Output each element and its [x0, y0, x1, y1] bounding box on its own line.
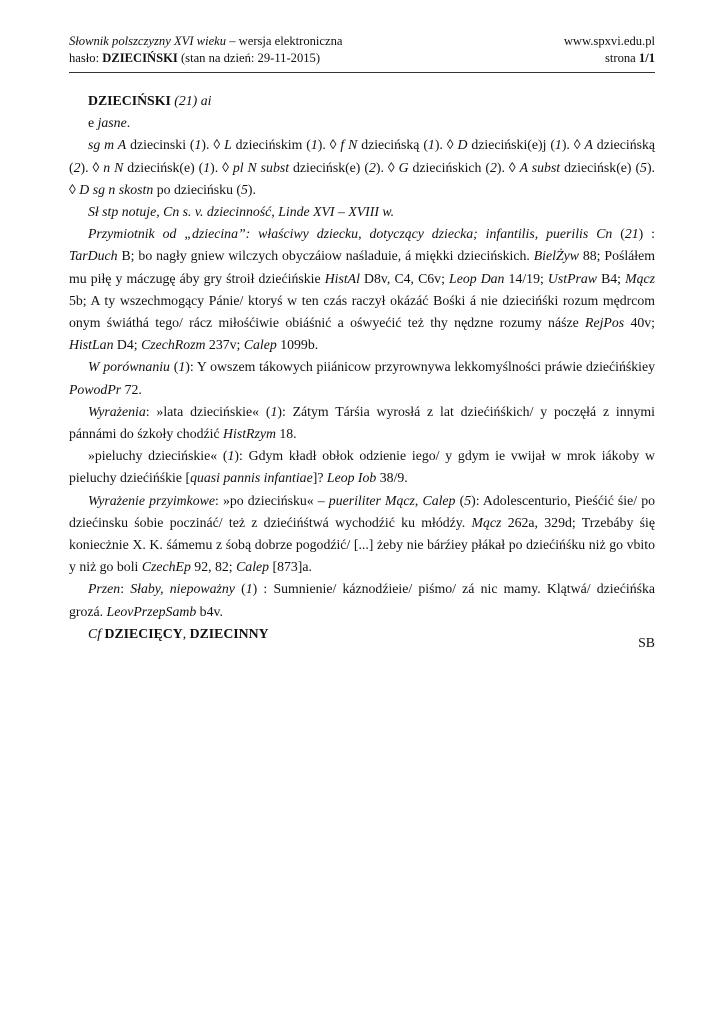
entry-comparison: W porównaniu (1): Y owszem tákowych piiánicow przyrownywa lekkomyślności práwie dziećińśkiey PowodPr 72.: [69, 359, 655, 397]
entry-prepositional-phrase: Wyrażenie przyimkowe: »po dziecińsku« – pueriliter Mącz, Calep (5): Adolescenturio, Pieśćić śie/ po dziećinsku śobie poczináć/ też z dziećińśtwá wychodźić ku młódźy. Mącz 262a, 329d; Trzebáby śię koniecżnie X. K. śámemu z śobą dobrze pogodźić/ [...] żeby nie bárźiey płákał po dziećińśku niż go vbito y niż go boli CzechEp 92, 82; Calep [873]a.: [69, 492, 656, 575]
entry-expressions: Wyrażenia: »lata dziecińskie« (1): Zátym Tárśia wyrosłá z lat dziećińśkich/ y poczęłá z innymi pánnámi do śzkoły chodźić HistRzym 18.: [69, 403, 655, 442]
entry-forms: sg m A dziecinski (1). ◊ L dziecińskim (1). ◊ f N dziecińską (1). ◊ D dzieciński(e)j (1). ◊ A dziecińską (2). ◊ n N dziecińsk(e) (1). ◊ pl N subst dziecińsk(e) (2). ◊ G dziecińskich (2). ◊ A subst dziecińsk(e) (5). ◊ D sg n skostn po dziecińsku (5).: [69, 137, 656, 197]
entry-header: hasło: DZIECIŃSKI (stan na dzień: 29-11-2015): [69, 51, 321, 65]
author-signature: SB: [638, 635, 655, 650]
entry-sources-note: Sł stp notuje, Cn s. v. dziecinność, Linde XVI – XVIII w.: [88, 204, 395, 220]
entry-cross-reference: Cf DZIECIĘCY, DZIECINNY: [88, 625, 269, 641]
site-url[interactable]: www.spxvi.edu.pl: [563, 34, 655, 48]
entry-expression-pieluchy: »pieluchy dziecińskie« (1): Gdym kładł obłok odzienie iego/ y gdym ie vwijał w mrok iákoby w pieluchy dziećińśkie [quasi pannis infantiae]? Leop Iob 38/9.: [69, 448, 655, 486]
page-number: strona 1/1: [604, 51, 655, 65]
entry-definition: Przymiotnik od „dziecina”: właściwy dziecku, dotyczący dziecka; infantilis, puerilis Cn (21) : TarDuch B; bo nagły gniew wilczych obyczáiow naśladuie, á miękki dziecińskich. BielŻyw 88; Pośláłem mu piłę y máczugę áby gry śtroił dziećińskie HistAl D8v, C4, C6v; Leop Dan 14/19; UstPraw B4; Mącz 5b; A ty wszechmogący Pánie/ ktoryś w ten czás raczył okázáć Bośki á nie dziecińśki rozum mędrcom onym świáthá tego/ rácz miłośćiwie obiáśnić a ośwyećić też thy nędzne rozumy náśze RejPos 40v; HistLan D4; CzechRozm 237v; Calep 1099b.: [69, 226, 655, 353]
entry-headword-line: DZIECIŃSKI (21) ai: [88, 93, 212, 108]
entry-figurative: Przen: Słaby, niepoważny (1) : Sumnienie/ káznodźieie/ piśmo/ zá nic mamy. Klątwá/ dziećińśka grozá. LeovPrzepSamb b4v.: [69, 581, 655, 619]
dictionary-title: Słownik polszczyzny XVI wieku – wersja elektroniczna: [69, 34, 343, 48]
entry-body: [69, 90, 655, 645]
header-divider: [69, 72, 655, 73]
entry-vowel-line: e jasne.: [88, 115, 131, 131]
